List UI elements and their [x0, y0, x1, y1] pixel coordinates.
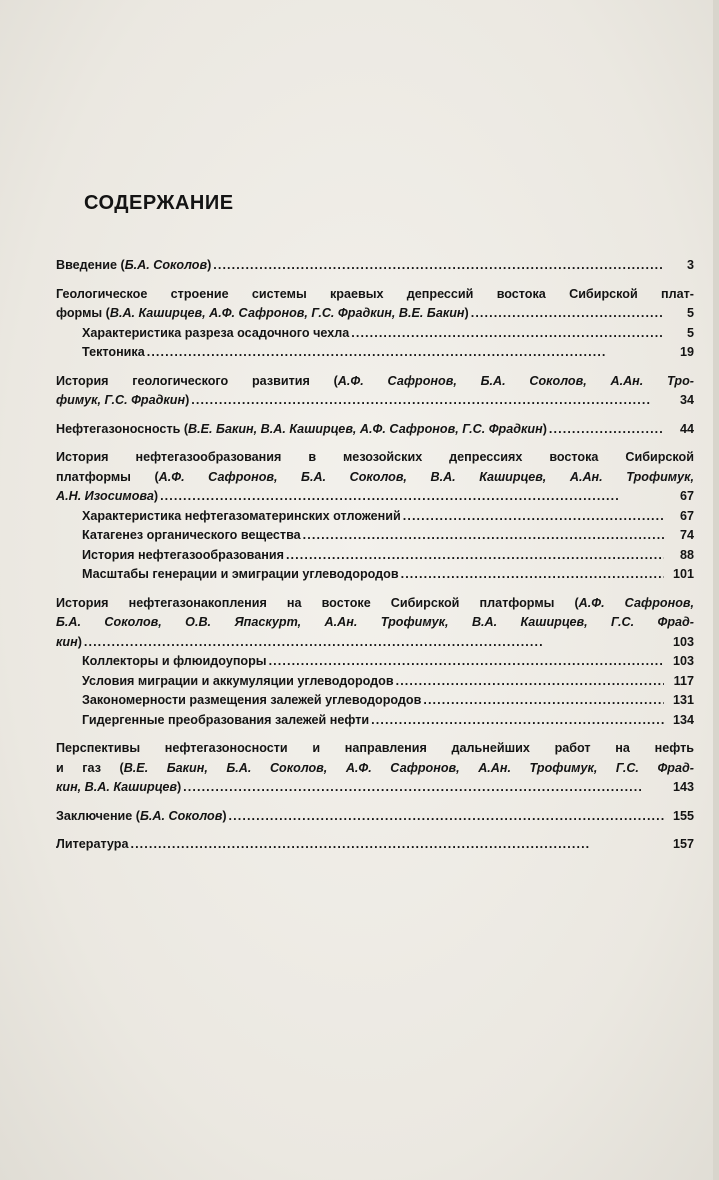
- page-number: 67: [679, 508, 694, 523]
- toc-subentry: Условия миграции и аккумуляции углеводородов . . . 117: [56, 672, 694, 692]
- leader-dots: [183, 778, 664, 798]
- toc-subentry: Закономерности размещения залежей углеводородов . . . 131: [56, 691, 694, 711]
- toc-entry-label: Литература: [56, 837, 129, 851]
- page-title: СОДЕРЖАНИЕ: [84, 192, 234, 214]
- toc-entry-label: Заключение (Б.А. Соколов): [56, 808, 227, 823]
- toc-entry-label-cont: А.Н. Изосимова): [56, 489, 159, 503]
- toc-entry-label-cont: Б.А. Соколов, О.В. Япаскурт, А.Ан. Трофимук, В.А. Каширцев, Г.С. Фрад-: [56, 615, 694, 629]
- leader-dots: [229, 807, 664, 827]
- leader-dots: [213, 256, 664, 276]
- page-number: 134: [672, 712, 694, 727]
- toc-entry-conclusion: [56, 807, 694, 827]
- page-number: 101: [672, 567, 694, 581]
- toc-entry-literature: [56, 835, 694, 855]
- toc-entry-geology: [56, 285, 694, 363]
- page-number: 103: [672, 634, 694, 649]
- page-number: 117: [673, 673, 694, 688]
- toc-entry-oil-gas: [56, 420, 694, 440]
- page-number: 67: [679, 489, 694, 503]
- toc-entry-label-cont: формы (В.А. Каширцев, А.Ф. Сафронов, Г.С. Фрадкин, В.Е. Бакин): [56, 306, 469, 320]
- page-number: 74: [679, 528, 694, 542]
- toc-entry-accumulation: [56, 594, 694, 731]
- toc-entry-history: [56, 372, 694, 411]
- toc-entry-label: История нефтегазообразования в мезозойских депрессиях востока Сибирской: [56, 450, 694, 464]
- toc-entry-label-cont: фимук, Г.С. Фрадкин): [56, 393, 190, 407]
- table-of-contents: [56, 256, 694, 864]
- toc-entry-intro: [56, 256, 694, 276]
- page-edge-shadow: [713, 0, 719, 1180]
- page-number: 5: [686, 325, 694, 340]
- page-number: 103: [672, 654, 694, 668]
- leader-dots: [84, 633, 664, 653]
- page-number: 19: [679, 345, 694, 359]
- leader-dots: [130, 835, 664, 855]
- page-number: 34: [679, 393, 694, 407]
- toc-entry-formation: [56, 448, 694, 585]
- leader-dots: [191, 391, 664, 411]
- toc-entry-label: Введение (Б.А. Соколов): [56, 258, 212, 272]
- toc-subentry: Характеристика разреза осадочного чехла . . . 5: [56, 324, 694, 344]
- toc-subentry: Характеристика нефтегазоматеринских отложений . . . 67: [56, 507, 694, 527]
- toc-subentry: История нефтегазообразования . . . 88: [56, 546, 694, 566]
- page-number: 131: [672, 693, 694, 707]
- toc-entry-label: История нефтегазонакопления на востоке Сибирской платформы (А.Ф. Сафронов,: [56, 595, 694, 610]
- toc-entry-label: История геологического развития (А.Ф. Сафронов, Б.А. Соколов, А.Ан. Тро-: [56, 373, 695, 388]
- toc-entry-prospects: [56, 739, 694, 798]
- toc-entry-label: Геологическое строение системы краевых депрессий востока Сибирской плат-: [56, 286, 694, 301]
- page-number: 143: [672, 780, 694, 794]
- page-number: 88: [679, 547, 694, 562]
- page-number: 5: [686, 306, 694, 320]
- page-number: 157: [672, 837, 694, 851]
- toc-entry-label-cont: кин): [56, 634, 82, 649]
- toc-subentry: Коллекторы и флюидоупоры . . . 103: [56, 652, 694, 672]
- page-number: 155: [672, 808, 694, 823]
- page-number: 3: [686, 258, 694, 272]
- toc-entry-label: Перспективы нефтегазоносности и направления дальнейших работ на нефть: [56, 741, 694, 755]
- toc-entry-label-cont: платформы (А.Ф. Сафронов, Б.А. Соколов, В.А. Каширцев, А.Ан. Трофимук,: [56, 469, 694, 484]
- leader-dots: [160, 487, 664, 507]
- toc-subentry: Гидергенные преобразования залежей нефти . . . 134: [56, 711, 694, 731]
- page-number: 44: [679, 421, 694, 436]
- leader-dots: [471, 304, 664, 324]
- toc-subentry: Масштабы генерации и эмиграции углеводородов . . . 101: [56, 565, 694, 585]
- toc-entry-label-cont: кин, В.А. Каширцев): [56, 780, 182, 794]
- toc-subentry: Тектоника . . . 19: [56, 343, 694, 363]
- toc-subentry: Катагенез органического вещества . . . 74: [56, 526, 694, 546]
- leader-dots: [549, 420, 664, 440]
- toc-entry-label: Нефтегазоносность (В.Е. Бакин, В.А. Каширцев, А.Ф. Сафронов, Г.С. Фрадкин): [56, 421, 547, 436]
- toc-entry-label-cont: и газ (В.Е. Бакин, Б.А. Соколов, А.Ф. Сафронов, А.Ан. Трофимук, Г.С. Фрад-: [56, 760, 694, 775]
